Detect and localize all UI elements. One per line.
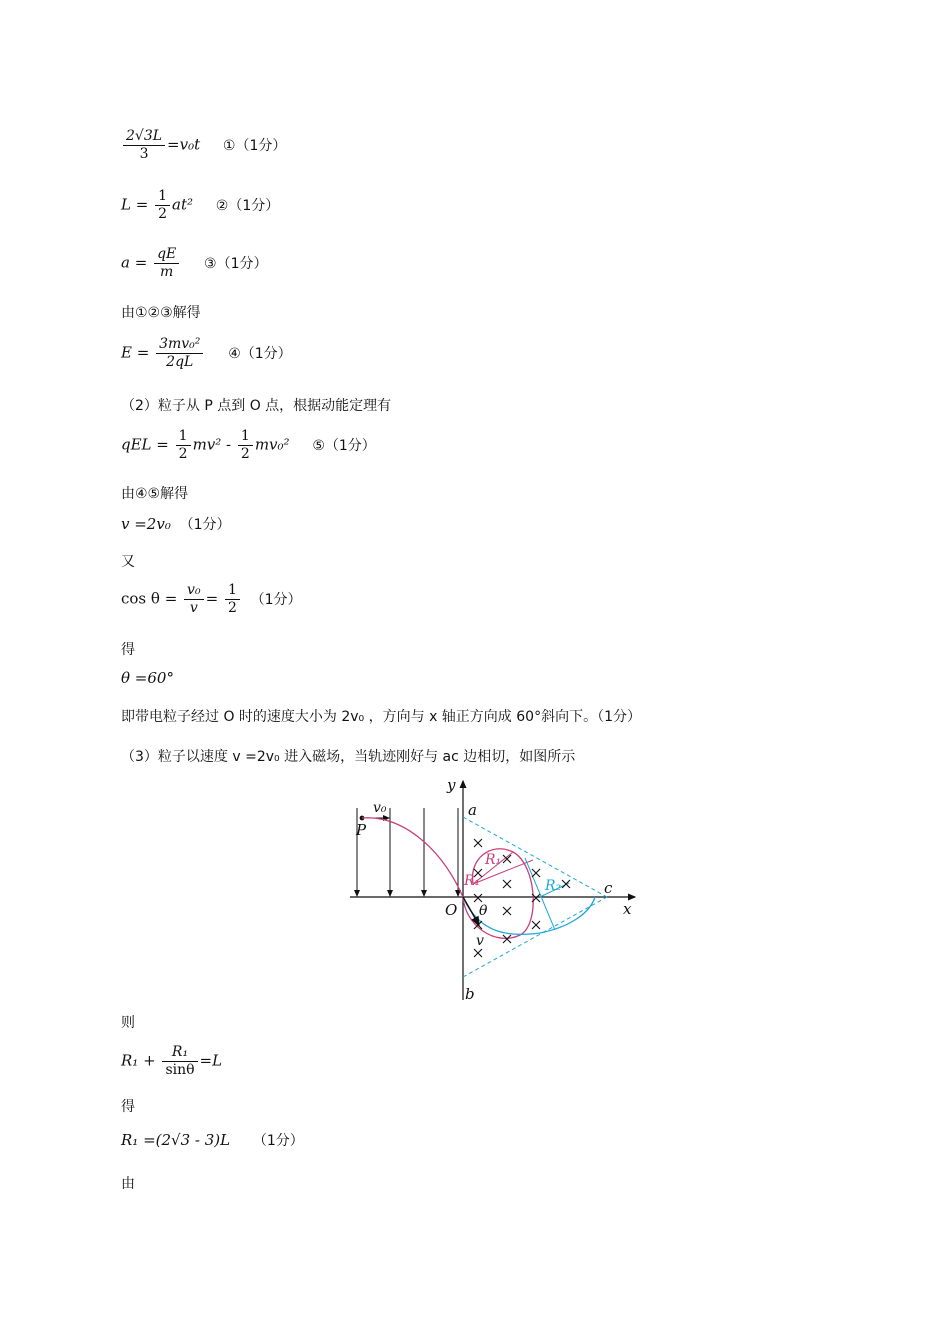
label-r1-left: R₁ <box>464 873 481 889</box>
equation-lhs: qEL = <box>121 435 169 454</box>
equation-lhs: E = <box>121 343 150 362</box>
score-mark: ⑤（1分） <box>312 437 376 454</box>
equation-9 <box>121 514 231 535</box>
denominator: m <box>160 264 174 280</box>
fraction <box>155 188 170 223</box>
equation-3 <box>121 246 268 281</box>
label-r1-top: R₁ <box>485 852 502 868</box>
text-line: 由④⑤解得 <box>121 486 189 502</box>
text-line: 由 <box>121 1176 135 1192</box>
equals-sign: = <box>205 589 219 608</box>
numerator: 1 <box>238 428 253 446</box>
label-x: x <box>623 900 632 918</box>
numerator: 3mv₀² <box>156 336 203 354</box>
numerator: R₁ <box>162 1044 197 1062</box>
denominator: 2 <box>178 446 188 462</box>
label-p: P <box>356 821 367 839</box>
score-mark: ①（1分） <box>222 137 287 154</box>
score-mark: ③（1分） <box>204 255 268 272</box>
numerator: qE <box>154 246 179 264</box>
text-line: （2）粒子从 P 点到 O 点，根据动能定理有 <box>121 398 392 414</box>
text-line: 得 <box>121 1099 135 1115</box>
equation-13: θ =60° <box>121 669 174 687</box>
equation-5 <box>121 336 292 371</box>
fraction <box>225 582 240 617</box>
denominator: 3 <box>139 146 149 162</box>
score-mark: （1分） <box>250 591 302 608</box>
fraction <box>238 428 253 463</box>
fraction <box>123 128 165 163</box>
fraction <box>154 246 179 281</box>
label-c: c <box>604 879 613 897</box>
equation-lhs: R₁ + <box>121 1051 156 1070</box>
denominator: 2 <box>227 600 237 616</box>
text-line: 由①②③解得 <box>121 305 201 321</box>
numerator: 2√3L <box>123 128 165 146</box>
equation-rhs: =L <box>199 1051 223 1070</box>
text-line: 即带电粒子经过 O 时的速度大小为 2v₀ ，方向与 x 轴正方向成 60°斜向下。（1分） <box>121 709 641 725</box>
label-b: b <box>465 985 475 1003</box>
equation-11 <box>121 582 302 617</box>
trajectory-electric <box>362 818 463 897</box>
equation-text: R₁ =(2√3 - 3)L <box>121 1131 231 1149</box>
fraction <box>156 336 203 371</box>
label-theta: θ <box>479 903 488 919</box>
equation-17 <box>121 1044 222 1079</box>
text-line: 又 <box>121 554 135 570</box>
denominator: 2 <box>240 446 250 462</box>
label-v0: v₀ <box>373 800 387 816</box>
text-line: （3）粒子以速度 v =2v₀ 进入磁场，当轨迹刚好与 ac 边相切，如图所示 <box>121 749 576 765</box>
equation-rhs: mv₀² <box>254 435 290 454</box>
denominator: v <box>189 600 198 616</box>
equation-rhs: =v₀t <box>167 135 201 154</box>
score-mark: （1分） <box>179 517 231 533</box>
numerator: 1 <box>176 428 191 446</box>
label-r2: R₂ <box>545 878 562 894</box>
equation-2 <box>121 188 279 223</box>
denominator: 2qL <box>166 354 194 370</box>
label-v: v <box>476 933 484 949</box>
score-mark: ②（1分） <box>215 197 280 214</box>
velocity-arrow <box>463 897 479 925</box>
numerator: 1 <box>155 188 170 206</box>
score-mark: （1分） <box>252 1133 304 1149</box>
text-line: 得 <box>121 642 135 658</box>
physics-figure <box>345 775 645 1005</box>
label-a: a <box>468 801 477 819</box>
text-line: 则 <box>121 1015 135 1031</box>
equation-19 <box>121 1130 304 1151</box>
equation-lhs: cos θ = <box>121 589 178 608</box>
equation-rhs: at² <box>172 195 193 214</box>
numerator: v₀ <box>184 582 204 600</box>
equation-mid: mv² - <box>192 435 232 454</box>
equation-lhs: a = <box>121 253 148 272</box>
label-o: O <box>445 901 458 919</box>
denominator: 2 <box>158 206 168 222</box>
fraction <box>184 582 204 617</box>
score-mark: ④（1分） <box>228 345 292 362</box>
label-y: y <box>447 776 456 794</box>
numerator: 1 <box>225 582 240 600</box>
equation-lhs: L = <box>121 195 149 214</box>
denominator: sinθ <box>165 1062 195 1078</box>
fraction <box>176 428 191 463</box>
equation-text: v =2v₀ <box>121 515 171 533</box>
equation-7 <box>121 428 376 463</box>
fraction <box>162 1044 197 1079</box>
equation-1 <box>121 128 286 163</box>
